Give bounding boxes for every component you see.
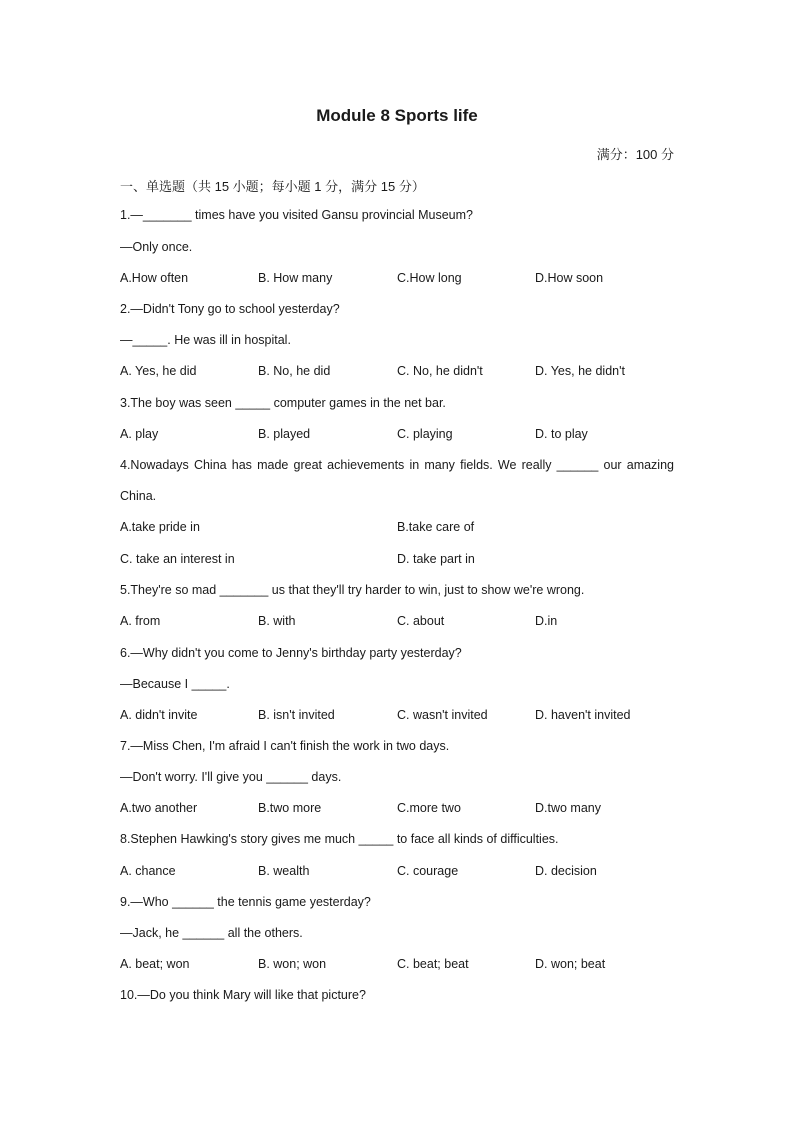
question-8-option-a: A. chance: [120, 864, 176, 878]
question-2-option-d: D. Yes, he didn't: [535, 364, 625, 378]
question-9-stem: 9.—Who ______ the tennis game yesterday?: [120, 895, 371, 909]
question-9-option-c: C. beat; beat: [397, 957, 469, 971]
question-6-option-d: D. haven't invited: [535, 708, 631, 722]
question-8-option-d: D. decision: [535, 864, 597, 878]
question-1-option-d: D.How soon: [535, 271, 604, 285]
page-title: Module 8 Sports life: [316, 106, 478, 125]
question-3-option-b: B. played: [258, 427, 311, 441]
question-9-option-a: A. beat; won: [120, 957, 190, 971]
question-4-option-d: D. take part in: [397, 552, 475, 566]
question-5-option-d: D.in: [535, 614, 558, 628]
question-8-option-b: B. wealth: [258, 864, 310, 878]
question-1-stem: 1.—_______ times have you visited Gansu provincial Museum?: [120, 208, 473, 222]
question-8-option-c: C. courage: [397, 864, 459, 878]
question-8-stem: 8.Stephen Hawking's story gives me much _____ to face all kinds of difficulties.: [120, 832, 559, 846]
question-7-stem: 7.—Miss Chen, I'm afraid I can't finish the work in two days.: [120, 739, 450, 753]
question-5-option-c: C. about: [397, 614, 445, 628]
question-3-option-a: A. play: [120, 427, 159, 441]
question-5-option-a: A. from: [120, 614, 161, 628]
question-2-option-a: A. Yes, he did: [120, 364, 197, 378]
question-3-option-d: D. to play: [535, 427, 588, 441]
question-6-option-a: A. didn't invite: [120, 708, 198, 722]
question-9-answer: —Jack, he ______ all the others.: [120, 926, 303, 940]
question-4-stem: 4.Nowadays China has made great achievements in many fields. We really ______ our amazing: [120, 458, 674, 472]
question-9-option-b: B. won; won: [258, 957, 327, 971]
question-6-option-b: B. isn't invited: [258, 708, 335, 722]
question-1-option-b: B. How many: [258, 271, 333, 285]
question-9-option-d: D. won; beat: [535, 957, 606, 971]
question-3-option-c: C. playing: [397, 427, 453, 441]
question-7-answer: —Don't worry. I'll give you ______ days.: [120, 770, 342, 784]
full-score-label: 满分：100 分: [596, 147, 674, 162]
question-3-stem: 3.The boy was seen _____ computer games in the net bar.: [120, 396, 446, 410]
question-7-option-b: B.two more: [258, 801, 322, 815]
section-heading: 一、单选题（共 15 小题；每小题 1 分，满分 15 分）: [120, 179, 425, 194]
question-6-option-c: C. wasn't invited: [397, 708, 488, 722]
question-7-option-d: D.two many: [535, 801, 601, 815]
question-1-answer: —Only once.: [120, 240, 193, 254]
question-2-option-b: B. No, he did: [258, 364, 331, 378]
question-2-stem: 2.—Didn't Tony go to school yesterday?: [120, 302, 340, 316]
question-7-option-a: A.two another: [120, 801, 198, 815]
question-10-stem: 10.—Do you think Mary will like that picture?: [120, 988, 366, 1002]
question-6-answer: —Because I _____.: [120, 677, 230, 691]
question-2-option-c: C. No, he didn't: [397, 364, 483, 378]
question-7-option-c: C.more two: [397, 801, 461, 815]
question-5-option-b: B. with: [258, 614, 296, 628]
question-4-option-a: A.take pride in: [120, 520, 200, 534]
question-4-option-c: C. take an interest in: [120, 552, 235, 566]
question-4-stem-continued: China.: [120, 489, 157, 503]
question-5-stem: 5.They're so mad _______ us that they'll try harder to win, just to show we're wrong.: [120, 583, 585, 597]
question-4-option-b: B.take care of: [397, 520, 475, 534]
question-6-stem: 6.—Why didn't you come to Jenny's birthday party yesterday?: [120, 646, 462, 660]
question-2-answer: —_____. He was ill in hospital.: [120, 333, 291, 347]
question-1-option-c: C.How long: [397, 271, 462, 285]
question-1-option-a: A.How often: [120, 271, 189, 285]
